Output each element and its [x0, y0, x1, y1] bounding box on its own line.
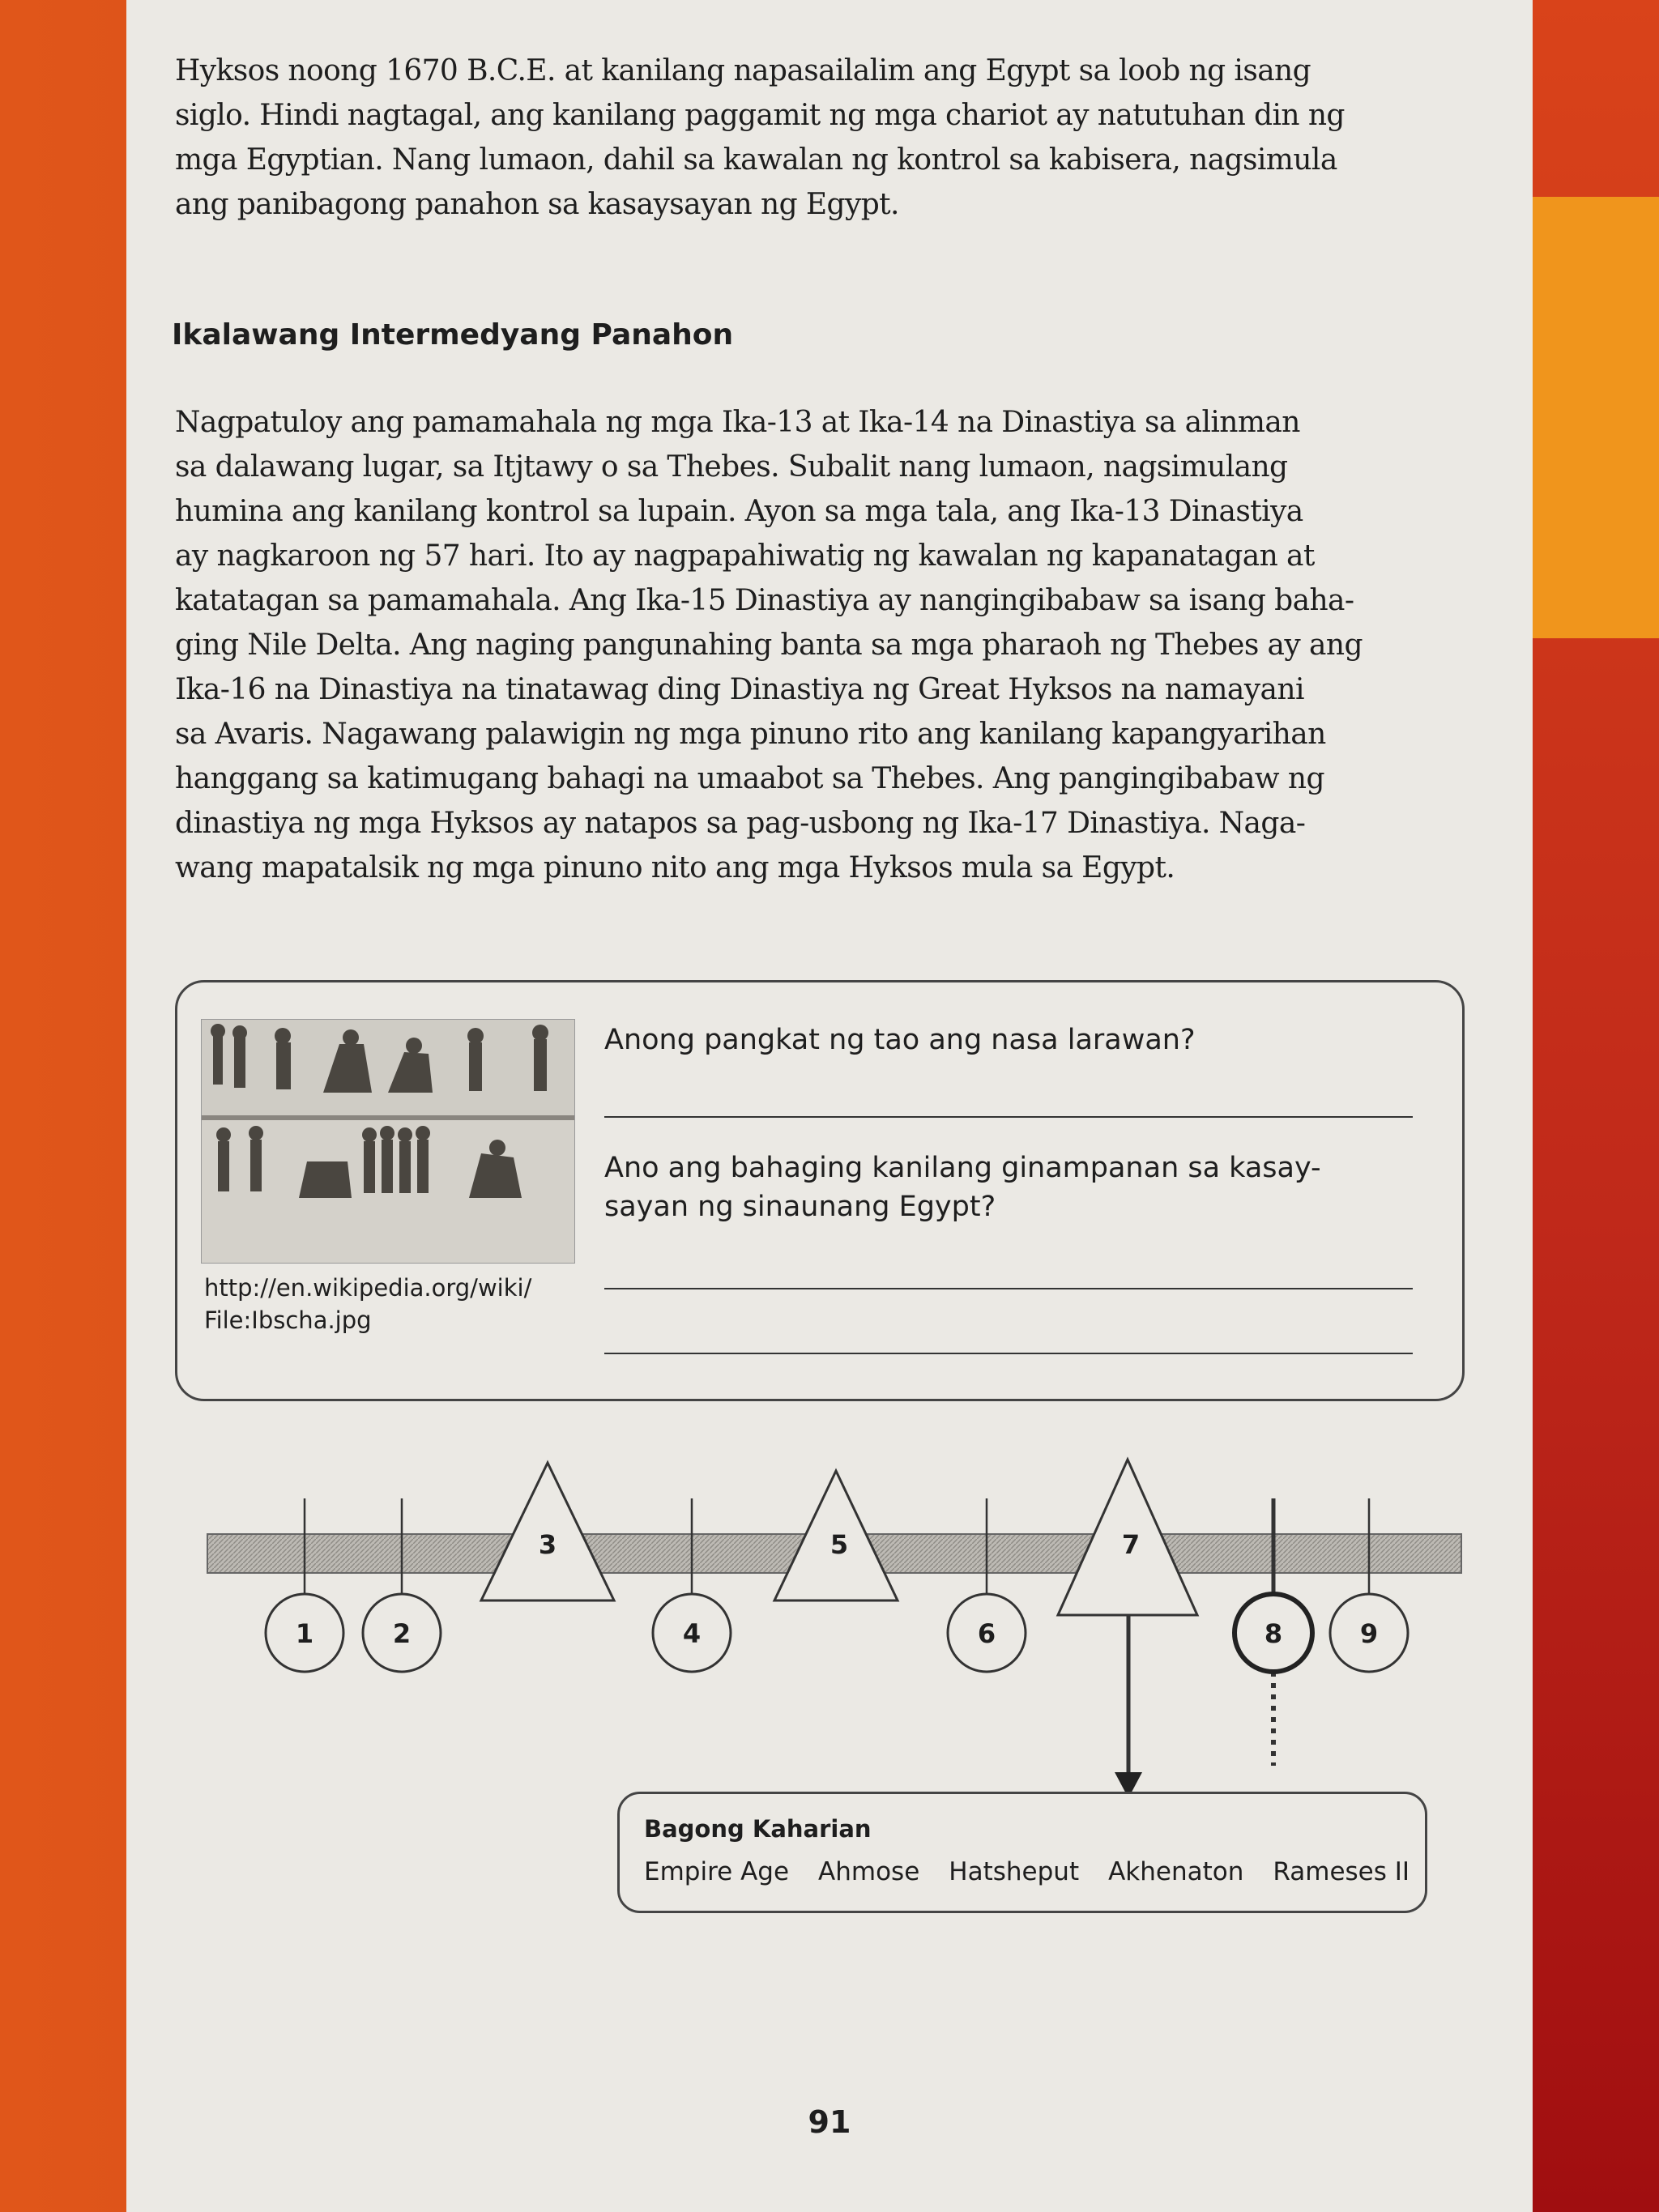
circle-label: 4: [682, 1618, 702, 1649]
question-2-line: Ano ang bahaging kanilang ginampanan sa kasay-: [604, 1152, 1321, 1184]
circle-label: 8: [1264, 1618, 1283, 1649]
text-line: ging Nile Delta. Ang naging pangunahing banta sa mga pharaoh ng Thebes ay ang: [175, 629, 1363, 662]
text-line: siglo. Hindi nagtagal, ang kanilang paggamit ng mga chariot ay natutuhan din ng: [175, 99, 1345, 132]
kaharian-item: Akhenaton: [1108, 1857, 1244, 1886]
question-2: [604, 1149, 1321, 1226]
text-line: hanggang sa katimugang bahagi na umaabot sa Thebes. Ang pangingibabaw ng: [175, 762, 1324, 795]
text-line: Nagpatuloy ang pamamahala ng mga Ika-13 at Ika-14 na Dinastiya sa alinman: [175, 406, 1300, 439]
text-line: sa dalawang lugar, sa Itjtawy o sa Thebes. Subalit nang lumaon, nagsimulang: [175, 450, 1288, 484]
circle-label: 9: [1359, 1618, 1379, 1649]
circle-label: 2: [392, 1618, 412, 1649]
triangle-label: 7: [1121, 1529, 1141, 1560]
answer-line-3: [604, 1353, 1413, 1354]
kaharian-item: Ahmose: [818, 1857, 920, 1886]
image-caption: [204, 1272, 531, 1336]
answer-line-1: [604, 1116, 1413, 1118]
kaharian-items: [644, 1857, 1410, 1886]
text-line: wang mapatalsik ng mga pinuno nito ang mga Hyksos mula sa Egypt.: [175, 851, 1175, 884]
text-line: mga Egyptian. Nang lumaon, dahil sa kawalan ng kontrol sa kabisera, nagsimula: [175, 143, 1337, 177]
circle-label: 1: [295, 1618, 314, 1649]
triangle-label: 3: [538, 1529, 557, 1560]
page-number: 91: [808, 2104, 851, 2140]
book-page: [126, 0, 1533, 2212]
kaharian-title: Bagong Kaharian: [644, 1815, 872, 1843]
text-line: Ika-16 na Dinastiya na tinatawag ding Dinastiya ng Great Hyksos na namayani: [175, 673, 1304, 706]
text-line: Hyksos noong 1670 B.C.E. at kanilang napasailalim ang Egypt sa loob ng isang: [175, 54, 1311, 87]
text-line: dinastiya ng mga Hyksos ay natapos sa pag-usbong ng Ika-17 Dinastiya. Naga-: [175, 807, 1306, 840]
question-1: Anong pangkat ng tao ang nasa larawan?: [604, 1024, 1196, 1056]
kaharian-item: Empire Age: [644, 1857, 790, 1886]
top-paragraph: [175, 49, 1345, 227]
text-line: sa Avaris. Nagawang palawigin ng mga pinuno rito ang kanilang kapangyarihan: [175, 718, 1326, 751]
triangle-label: 5: [830, 1529, 849, 1560]
circle-label: 6: [977, 1618, 996, 1649]
caption-url: http://en.wikipedia.org/wiki/: [204, 1274, 532, 1302]
answer-line-2: [604, 1288, 1413, 1289]
text-line: ang panibagong panahon sa kasaysayan ng Egypt.: [175, 188, 899, 221]
main-paragraph: [175, 400, 1363, 890]
right-orange-tab: [1533, 197, 1659, 638]
text-line: ay nagkaroon ng 57 hari. Ito ay nagpapahiwatig ng kawalan ng kapanatagan at: [175, 539, 1315, 573]
question-2-line: sayan ng sinaunang Egypt?: [604, 1191, 996, 1223]
kaharian-item: Rameses II: [1273, 1857, 1410, 1886]
caption-file: File:Ibscha.jpg: [204, 1306, 372, 1334]
section-heading: Ikalawang Intermedyang Panahon: [172, 318, 734, 352]
bagong-kaharian-box: [617, 1792, 1427, 1913]
text-line: katatagan sa pamamahala. Ang Ika-15 Dinastiya ay nangingibabaw sa isang baha-: [175, 584, 1354, 617]
timeline-diagram: [126, 1442, 1533, 1798]
hyksos-mural-image: [201, 1019, 575, 1264]
kaharian-item: Hatsheput: [949, 1857, 1080, 1886]
text-line: humina ang kanilang kontrol sa lupain. Ayon sa mga tala, ang Ika-13 Dinastiya: [175, 495, 1303, 528]
